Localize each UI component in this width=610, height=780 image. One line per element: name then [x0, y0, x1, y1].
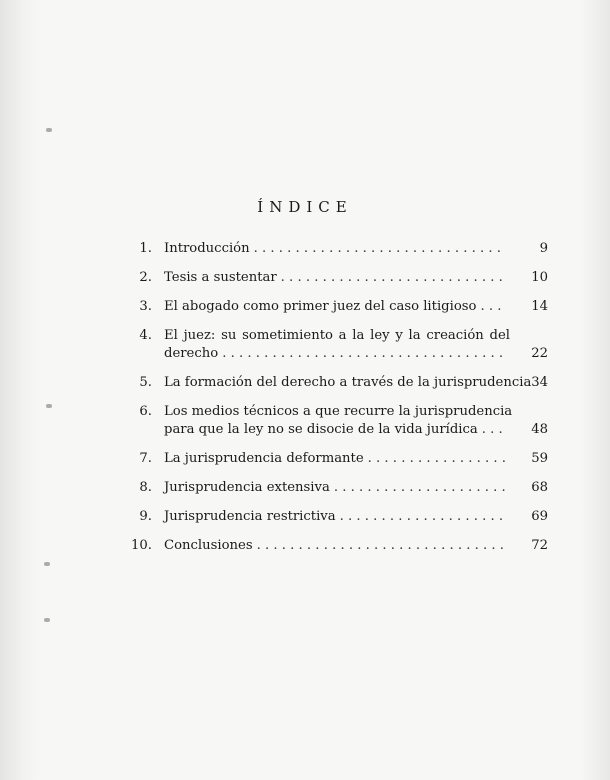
toc-entry	[128, 240, 548, 258]
toc-entry-number: 8.	[139, 480, 152, 495]
toc-entry-number: 3.	[139, 299, 152, 314]
toc-entry-page: 22	[531, 346, 548, 361]
toc-entry-title: La jurisprudencia deformante	[164, 451, 364, 466]
toc-entry	[128, 450, 548, 468]
toc-entry-number: 6.	[139, 404, 152, 419]
toc-entry-page: 59	[531, 451, 548, 466]
toc-entry-page: 68	[531, 480, 548, 495]
dot-leader	[222, 345, 506, 363]
dot-leader	[480, 298, 506, 316]
toc-entry-title: Jurisprudencia restrictiva	[164, 509, 336, 524]
toc-entry	[128, 269, 548, 287]
toc-entry-page: 34	[531, 375, 548, 390]
toc-entry	[128, 403, 548, 439]
toc-entry-number: 10.	[131, 538, 152, 553]
toc-entry-title: El abogado como primer juez del caso litigioso	[164, 299, 477, 314]
toc-entry-title-line: El juez: su sometimiento a la ley y la creación del	[164, 328, 510, 343]
page-title: ÍNDICE	[257, 198, 353, 216]
binding-mark	[46, 128, 52, 132]
toc-entry-page: 10	[531, 270, 548, 285]
toc-entry-title-line: Los medios técnicos a que recurre la jurisprudencia	[164, 404, 513, 419]
toc-entry	[128, 374, 548, 392]
toc-entry-title: para que la ley no se disocie de la vida jurídica	[164, 422, 478, 437]
table-of-contents	[128, 240, 548, 566]
binding-mark	[44, 562, 50, 566]
toc-entry-title: Conclusiones	[164, 538, 253, 553]
toc-entry-number: 9.	[139, 509, 152, 524]
toc-entry	[128, 298, 548, 316]
toc-entry	[128, 537, 548, 555]
toc-entry-number: 4.	[139, 328, 152, 343]
toc-entry-number: 5.	[139, 375, 152, 390]
toc-entry-title: derecho	[164, 346, 219, 361]
page-edge-shadow	[0, 0, 40, 780]
toc-entry	[128, 508, 548, 526]
toc-entry-number: 7.	[139, 451, 152, 466]
toc-entry-page: 9	[539, 241, 548, 256]
binding-mark	[44, 618, 50, 622]
toc-entry-title: Jurisprudencia extensiva	[164, 480, 330, 495]
dot-leader	[340, 508, 506, 526]
dot-leader	[482, 421, 506, 439]
toc-entry-number: 2.	[139, 270, 152, 285]
toc-entry-number: 1.	[139, 241, 152, 256]
toc-entry-page: 72	[531, 538, 548, 553]
toc-entry-page: 48	[531, 422, 548, 437]
toc-entry-page: 69	[531, 509, 548, 524]
dot-leader	[368, 450, 506, 468]
dot-leader	[257, 537, 506, 555]
toc-entry-title: Tesis a sustentar	[164, 270, 277, 285]
dot-leader	[281, 269, 506, 287]
dot-leader	[254, 240, 506, 258]
toc-entry-page: 14	[531, 299, 548, 314]
toc-entry-title: Introducción	[164, 241, 250, 256]
page-edge-shadow-right	[580, 0, 610, 780]
toc-entry	[128, 479, 548, 497]
binding-mark	[46, 404, 52, 408]
toc-entry-title: La formación del derecho a través de la jurisprudencia	[164, 375, 532, 390]
dot-leader	[334, 479, 506, 497]
toc-entry	[128, 327, 548, 363]
